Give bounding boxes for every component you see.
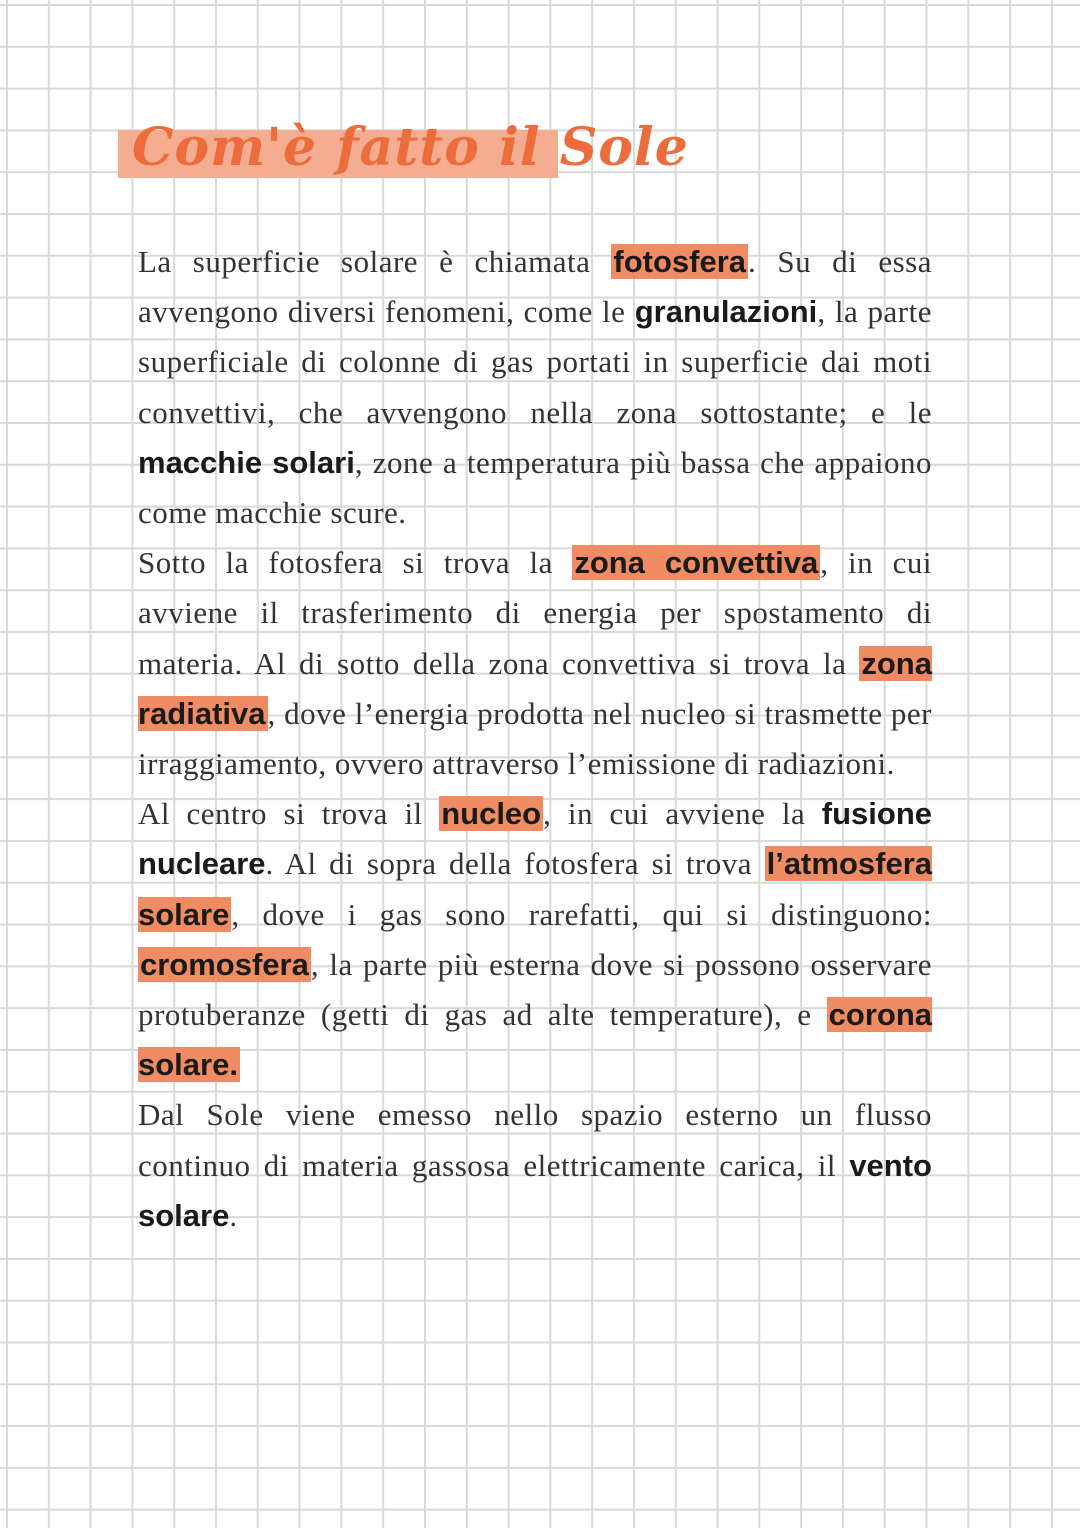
paragraph-vento-solare [138, 1090, 932, 1241]
text-run: . Su di essa avvengono diversi fenomeni, come le [138, 244, 933, 330]
highlight-atmosfera-solare: l’atmosfera solare [138, 846, 932, 932]
text-run: , in cui avviene il trasferimento di energia per spostamento di materia. Al di sotto della zona convettiva si trova la [138, 545, 932, 681]
text-run: , zone a temperatura più bassa che appaiono come macchie scure. [138, 444, 932, 531]
text-run: , in cui avviene la [543, 796, 822, 832]
bold-vento-solare: vento solare [138, 1147, 932, 1233]
page-title: Com'è fatto il Sole [132, 117, 689, 178]
highlight-cromosfera: cromosfera [140, 946, 309, 982]
highlight-corona-solare: corona solare. [138, 997, 932, 1083]
text-run: , dove l’energia prodotta nel nucleo si trasmette per irraggiamento, ovvero attraverso l’emissione di radiazioni. [138, 695, 932, 782]
text-run: Sotto la fotosfera si trova la [138, 545, 573, 581]
text-run: Dal Sole viene emesso nello spazio esterno un flusso continuo di materia gassosa elettricamente carica, il [138, 1097, 932, 1183]
text-run: . [229, 1197, 238, 1233]
text-run: La superficie solare è chiamata [138, 244, 612, 279]
title-block [118, 108, 689, 188]
highlight-zona-convettiva: zona convettiva [574, 545, 819, 581]
bold-fusione-nucleare: fusione nucleare [138, 796, 932, 882]
text-run: , la parte superficiale di colonne di gas portati in superficie dai moti convettivi, che avvengono nella zona sottostante; e le [138, 294, 932, 430]
text-run: . Al di sopra della fotosfera si trova [265, 846, 765, 882]
highlight-fotosfera: fotosfera [613, 244, 747, 279]
text-run: , la parte più esterna dove si possono osservare protuberanze (getti di gas ad alte temperature), e [138, 946, 932, 1033]
body-text [138, 237, 932, 1241]
paragraph-nucleo-atmosfera [138, 789, 932, 1090]
highlight-nucleo: nucleo [441, 796, 542, 832]
bold-granulazioni: granulazioni [634, 294, 818, 330]
paragraph-zone [138, 538, 932, 789]
text-run: , dove i gas sono rarefatti, qui si distinguono: [231, 896, 932, 932]
paragraph-fotosfera [138, 237, 932, 538]
bold-macchie-solari: macchie solari [138, 444, 355, 480]
highlight-zona-radiativa: zona radiativa [138, 645, 932, 731]
text-run: Al centro si trova il [138, 796, 440, 832]
